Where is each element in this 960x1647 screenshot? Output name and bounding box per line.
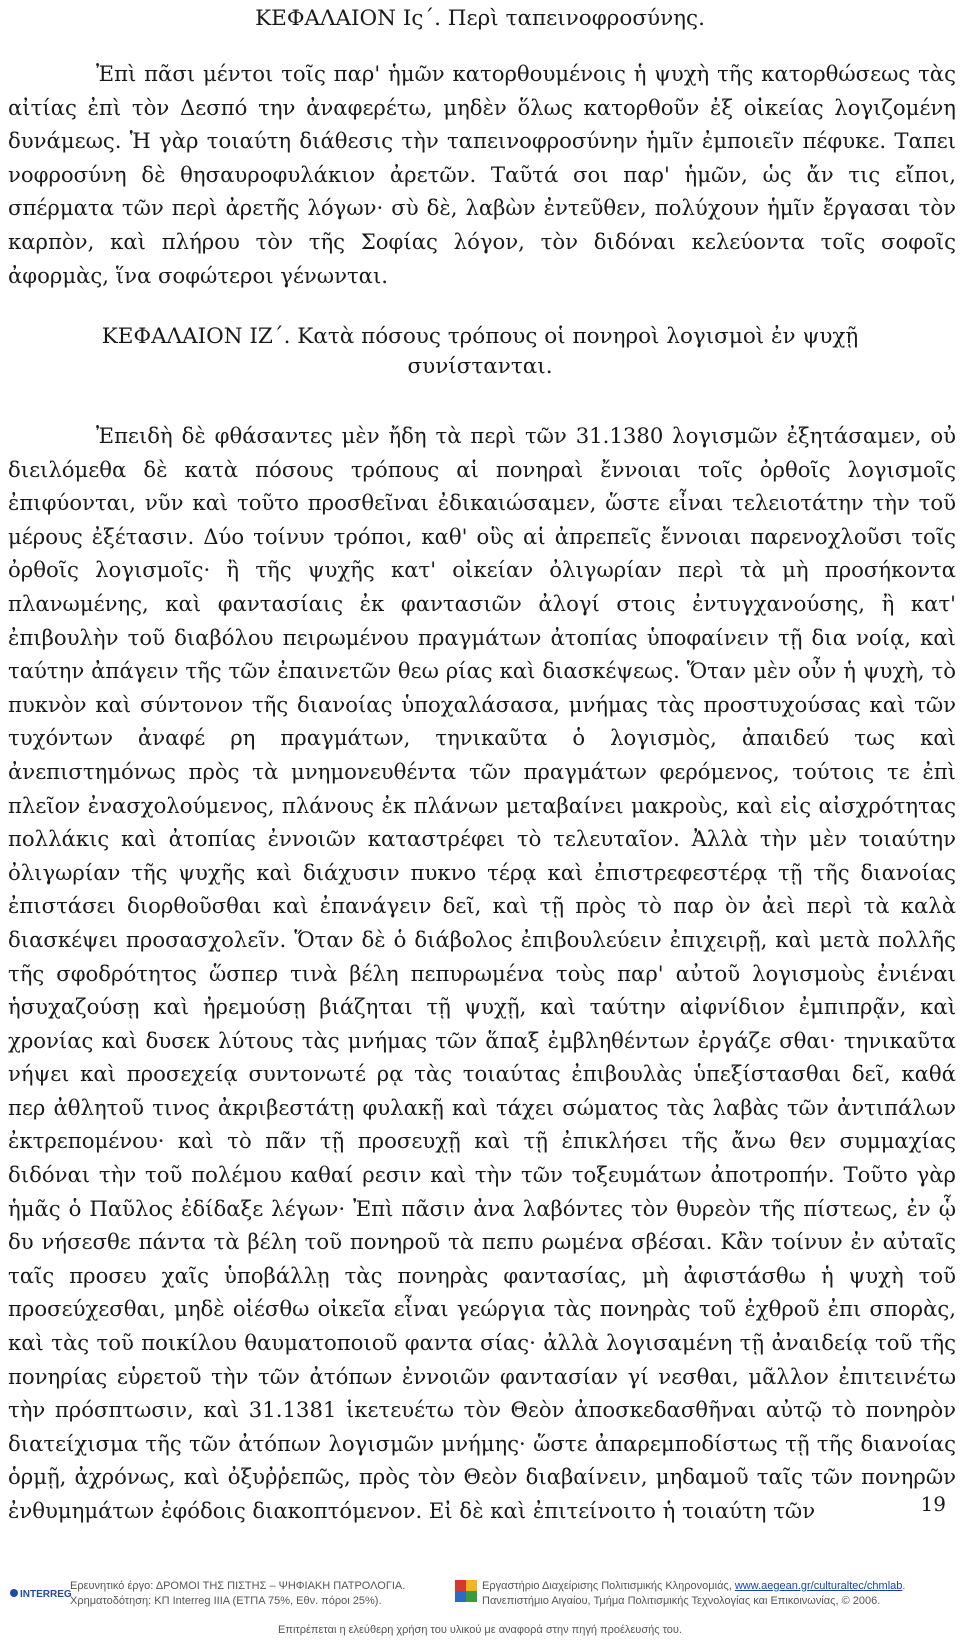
page-number: 19 <box>920 1492 946 1516</box>
eu-flag-icon <box>455 1580 477 1602</box>
chapter-17-title <box>0 322 960 382</box>
footer-funding-line: Χρηματοδότηση: ΚΠ Interreg IIIA (ΕΤΠΑ 75%, Εθν. πόροι 25%). <box>70 1595 382 1607</box>
chapter-17-paragraph: Ἐπειδὴ δὲ φθάσαντες μὲν ἤδη τὰ περὶ τῶν 31.1380 λογισμῶν ἐξητάσαμεν, οὐ διειλόμεθα δὲ κατὰ πόσους τρόπους αἱ πονηραὶ ἔννοιαι τοῖς ὀρθοῖς λογισμοῖς ἐπιφύονται, νῦν καὶ τοῦτο προσθεῖναι ἐδικαιώσαμεν, ὥστε εἶναι τελειοτάτην τὴν τοῦ μέρους ἐξέτασιν. Δύο τοίνυν τρόποι, καθ' οὓς αἱ ἀπρεπεῖς ἔννοιαι παρενοχλοῦσι τοῖς ὀρθοῖς λογισμοῖς· ἢ τῆς ψυχῆς κατ' οἰκείαν ὀλιγωρίαν περὶ τὰ μὴ προσήκοντα πλανωμένης, καὶ φαντασίαις ἐκ φαντασιῶν ἀλογί στοις ἐντυγχανούσης, ἢ κατ' ἐπιβουλὴν τοῦ διαβόλου πειρωμένου πραγμάτων ἀτοπίας ὑποφαίνειν τῇ δια νοίᾳ, καὶ ταύτην ἀπάγειν τῆς τῶν ἐπαινετῶν θεω ρίας καὶ διασκέψεως. Ὅταν μὲν οὖν ἡ ψυχὴ, τὸ πυκνὸν καὶ σύντονον τῆς διανοίας ὑποχαλάσασα, μνήμας τὰς προστυχούσας καὶ τῶν τυχόντων ἀναφέ ρη πραγμάτων, τηνικαῦτα ὁ λογισμὸς, ἀπαιδεύ τως καὶ ἀνεπιστημόνως πρὸς τὰ μνημονευθέντα τῶν πραγμάτων φερόμενος, τούτοις τε ἐπὶ πλεῖον ἐνασχολούμενος, πλάνους ἐκ πλάνων μεταβαίνει μακροὺς, καὶ εἰς αἰσχρότητας πολλάκις καὶ ἀτοπίας ἐννοιῶν καταστρέφει τὸ τελευταῖον. Ἀλλὰ τὴν μὲν τοιαύτην ὀλιγωρίαν τῆς ψυχῆς καὶ διάχυσιν πυκνο τέρᾳ καὶ ἐπιστρεφεστέρᾳ τῇ τῆς διανοίας ἐπιστάσει διορθοῦσθαι καὶ ἐπανάγειν δεῖ, καὶ τῇ πρὸς τὸ παρ ὸν ἀεὶ περὶ τὰ καλὰ διασκέψει προσασχολεῖν. Ὅταν δὲ ὁ διάβολος ἐπιβουλεύειν ἐπιχειρῇ, καὶ μετὰ πολλῆς τῆς σφοδρότητος ὥσπερ τινὰ βέλη πεπυρωμένα τοὺς παρ' αὐτοῦ λογισμοὺς ἐνιέναι ἡσυχαζούσῃ καὶ ἠρεμούσῃ βιάζηται τῇ ψυχῇ, καὶ ταύτην αἰφνίδιον ἐμπιπρᾷν, καὶ χρονίας καὶ δυσεκ λύτους τὰς μνήμας τῶν ἅπαξ ἐμβληθέντων ἐργάζε σθαι· τηνικαῦτα νήψει καὶ προσεχείᾳ συντονωτέ ρᾳ τὰς τοιαύτας ἐπιβουλὰς ὑπεξίστασθαι δεῖ, καθά περ ἀθλητοῦ τινος ἀκριβεστάτῃ φυλακῇ καὶ τάχει σώματος τὰς λαβὰς τῶν ἀντιπάλων ἐκτρεπομένου· καὶ τὸ πᾶν τῇ προσευχῇ καὶ τῇ ἐπικλήσει τῆς ἄνω θεν συμμαχίας διδόναι τὴν τοῦ πολέμου καθαί ρεσιν καὶ τὴν τῶν τοξευμάτων ἀποτροπήν. Τοῦτο γὰρ ἡμᾶς ὁ Παῦλος ἐδίδαξε λέγων· Ἐπὶ πᾶσιν ἀνα λαβόντες τὸν θυρεὸν τῆς πίστεως, ἐν ᾧ δυ νήσεσθε πάντα τὰ βέλη τοῦ πονηροῦ τὰ πεπυ ρωμένα σβέσαι. Κἂν τοίνυν ἐν αὐταῖς ταῖς προσευ χαῖς ὑποβάλλῃ τὰς πονηρὰς φαντασίας, μὴ ἀφιστάσθω ἡ ψυχὴ τοῦ προσεύχεσθαι, μηδὲ οἰέσθω οἰκεῖα εἶναι γεώργια τὰς πονηρὰς τοῦ ἐχθροῦ ἐπι σπορὰς, καὶ τὰς τοῦ ποικίλου θαυματοποιοῦ φαντα σίας· ἀλλὰ λογισαμένη τῇ ἀναιδείᾳ τοῦ τῆς πονηρίας εὑρετοῦ τὴν τῶν ἀτόπων ἐννοιῶν φαντασίαν γί νεσθαι, μᾶλλον ἐπιτεινέτω τὴν πρόσπτωσιν, καὶ 31.1381 ἱκετευέτω τὸν Θεὸν ἀποσκεδασθῆναι αὐτῷ τὸ πονηρὸν διατείχισμα τῆς τῶν ἀτόπων λογισμῶν μνήμης· ὥστε ἀπαρεμποδίστως τῇ τῆς διανοίας ὁρμῇ, ἀχρόνως, καὶ ὀξυῤῥεπῶς, πρὸς τὸν Θεὸν διαβαίνειν, μηδαμοῦ ταῖς τῶν πονηρῶν ἐνθυμημάτων ἐφόδοις διακοπτόμενον. Εἰ δὲ καὶ ἐπιτείνοιτο ἡ τοιαύτη τῶν <box>8 423 956 1523</box>
interreg-logo-text: INTERREG <box>20 1589 72 1600</box>
footer <box>0 1568 960 1647</box>
footer-lab-end: . <box>902 1580 906 1592</box>
chapter-16-title: ΚΕΦΑΛΑΙΟΝ Ις΄. Περὶ ταπεινοφροσύνης. <box>255 6 705 31</box>
lab-website-link[interactable]: www.aegean.gr/culturaltec/chmlab <box>734 1580 903 1592</box>
chapter-16-paragraph: Ἐπὶ πᾶσι μέντοι τοῖς παρ' ἡμῶν κατορθουμένοις ἡ ψυχὴ τῆς κατορθώσεως τὰς αἰτίας ἐπὶ τὸν Δεσπό την ἀναφερέτω, μηδὲν ὅλως κατορθοῦν ἐξ οἰκείας λογιζομένη δυνάμεως. Ἡ γὰρ τοιαύτη διάθεσις τὴν ταπεινοφροσύνην ἡμῖν ἐμποιεῖν πέφυκε. Ταπει νοφροσύνη δὲ θησαυροφυλάκιον ἀρετῶν. Ταῦτά σοι παρ' ἡμῶν, ὡς ἄν τις εἴποι, σπέρματα τῶν περὶ ἀρετῆς λόγων· σὺ δὲ, λαβὼν ἐντεῦθεν, πολύχουν ἡμῖν ἔργασαι τὸν καρπὸν, καὶ πλήρου τὸν τῆς Σοφίας λόγον, τὸν διδόναι κελεύοντα τοῖς σοφοῖς ἀφορμὰς, ἵνα σοφώτεροι γένωνται. <box>8 61 956 288</box>
footer-license-line: Επιτρέπεται η ελεύθερη χρήση του υλικού με αναφορά στην πηγή προέλευσής του. <box>278 1624 682 1636</box>
interreg-logo <box>8 1584 72 1602</box>
footer-lab-text: Εργαστήριο Διαχείρισης Πολιτισμικής Κληρονομιάς, <box>482 1580 732 1592</box>
footer-lab-line <box>482 1579 905 1593</box>
footer-project-line: Ερευνητικό έργο: ΔΡΟΜΟΙ ΤΗΣ ΠΙΣΤΗΣ – ΨΗΦΙΑΚΗ ΠΑΤΡΟΛΟΓΙΑ. <box>70 1580 406 1592</box>
chapter-17-title-line2: συνίστανται. <box>407 354 553 379</box>
chapter-17-title-line1: ΚΕΦΑΛΑΙΟΝ ΙΖ΄. Κατὰ πόσους τρόπους οἱ πονηροὶ λογισμοὶ ἐν ψυχῇ <box>101 324 859 349</box>
footer-university-line: Πανεπιστήμιο Αιγαίου, Τμήμα Πολιτισμικής Τεχνολογίας και Επικοινωνίας, © 2006. <box>482 1595 881 1607</box>
